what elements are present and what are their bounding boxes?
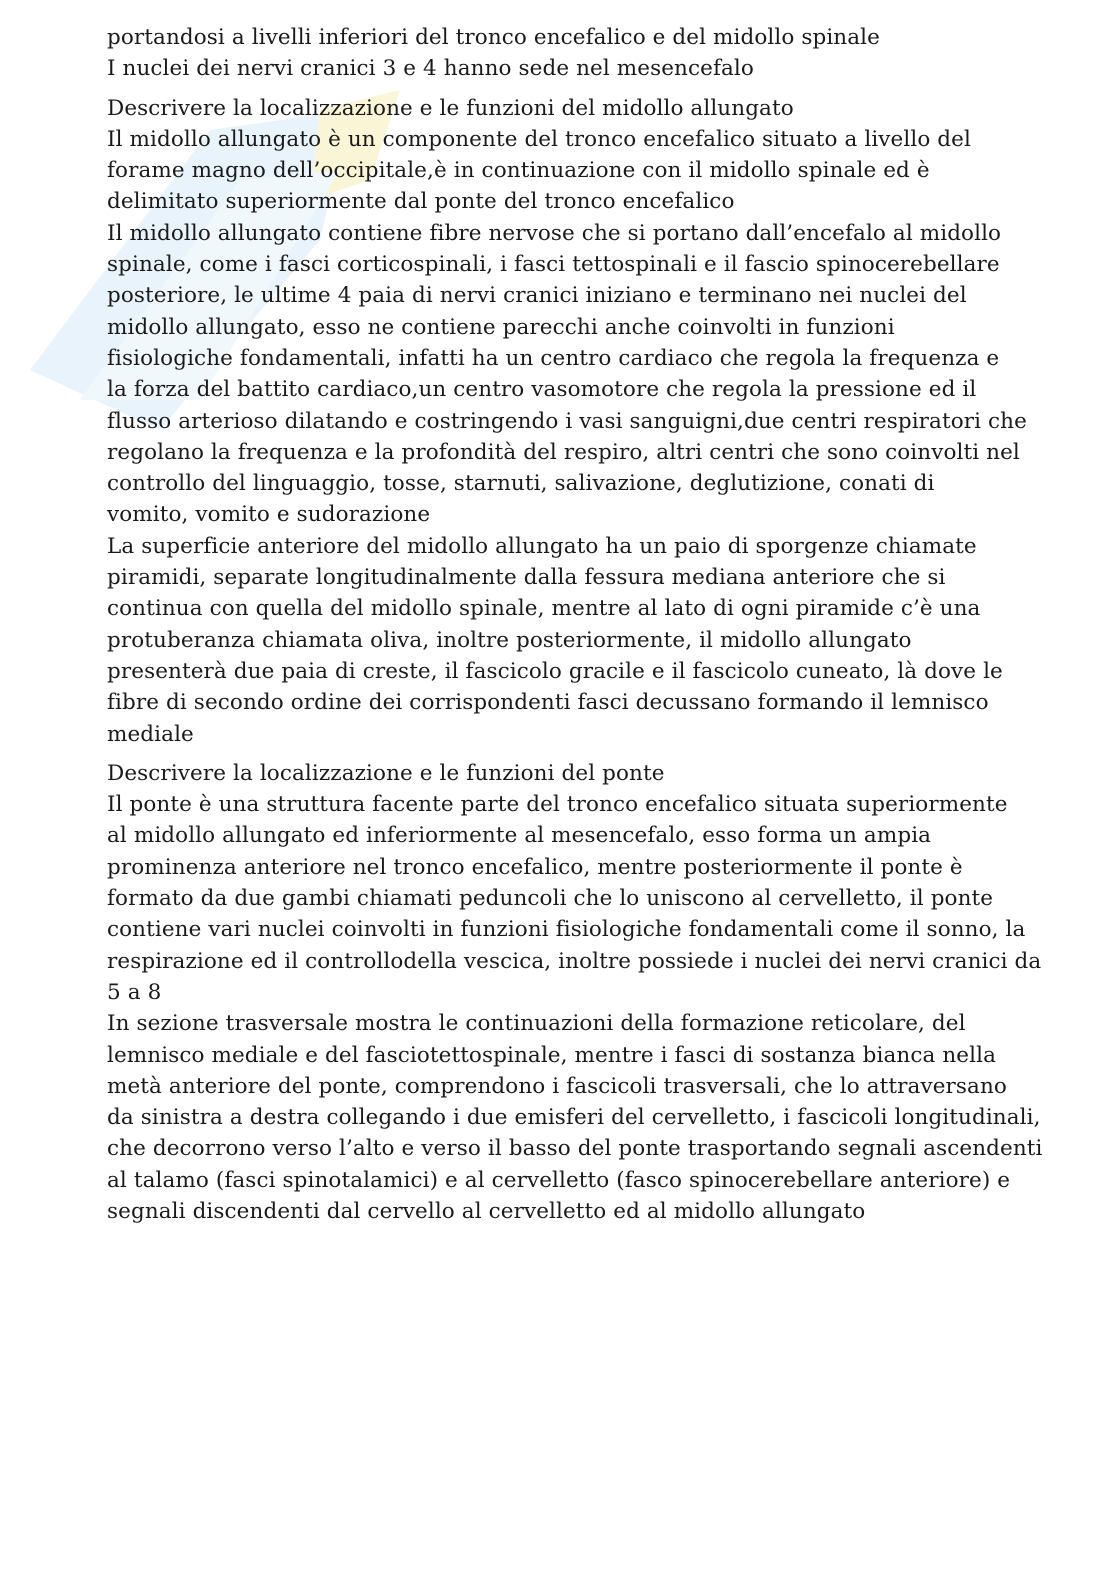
- paragraph-midollo-allungato: [107, 93, 1067, 750]
- text-line: contiene vari nuclei coinvolti in funzioni fisiologiche fondamentali come il sonno, la: [107, 917, 1026, 943]
- text-line: Il midollo allungato è un componente del tronco encefalico situato a livello del: [107, 126, 971, 152]
- document-body: [107, 22, 1067, 1227]
- text-line: al talamo (fasci spinotalamici) e al cervelletto (fasco spinocerebellare anteriore) e: [107, 1167, 1011, 1193]
- text-line: midollo allungato, esso ne contiene parecchi anche coinvolti in funzioni: [107, 314, 895, 340]
- text-line: I nuclei dei nervi cranici 3 e 4 hanno sede nel mesencefalo: [107, 56, 754, 82]
- section-question: Descrivere la localizzazione e le funzioni del midollo allungato: [107, 95, 794, 121]
- paragraph-intro: [107, 22, 1067, 85]
- text-line: continua con quella del midollo spinale, mentre al lato di ogni piramide c’è una: [107, 596, 981, 622]
- text-line: portandosi a livelli inferiori del tronco encefalico e del midollo spinale: [107, 25, 880, 50]
- text-line: regolano la frequenza e la profondità del respiro, altri centri che sono coinvolti nel: [107, 439, 1020, 465]
- text-line: controllo del linguaggio, tosse, starnuti, salivazione, deglutizione, conati di: [107, 471, 935, 497]
- text-line: fisiologiche fondamentali, infatti ha un centro cardiaco che regola la frequenza e: [107, 345, 1000, 371]
- text-line: la forza del battito cardiaco,un centro vasomotore che regola la pressione ed il: [107, 377, 977, 403]
- text-line: da sinistra a destra collegando i due emisferi del cervelletto, i fascicoli longitudinali,: [107, 1105, 1041, 1131]
- text-line: La superficie anteriore del midollo allungato ha un paio di sporgenze chiamate: [107, 533, 977, 559]
- text-line: Il ponte è una struttura facente parte del tronco encefalico situata superiormente: [107, 792, 1008, 818]
- text-line: vomito, vomito e sudorazione: [107, 502, 431, 528]
- paragraph-ponte: [107, 758, 1067, 1227]
- text-line: piramidi, separate longitudinalmente dalla fessura mediana anteriore che si: [107, 565, 946, 591]
- text-line: delimitato superiormente dal ponte del tronco encefalico: [107, 189, 735, 215]
- text-line: che decorrono verso l’alto e verso il basso del ponte trasportando segnali ascendenti: [107, 1136, 1043, 1162]
- text-line: In sezione trasversale mostra le continuazioni della formazione reticolare, del: [107, 1011, 966, 1037]
- text-line: spinale, come i fasci corticospinali, i fasci tettospinali e il fascio spinocerebellare: [107, 252, 1000, 278]
- text-line: fibre di secondo ordine dei corrispondenti fasci decussano formando il lemnisco: [107, 690, 989, 716]
- text-line: mediale: [107, 721, 194, 747]
- text-line: flusso arterioso dilatando e costringendo i vasi sanguigni,due centri respiratori che: [107, 408, 1027, 434]
- section-question: Descrivere la localizzazione e le funzioni del ponte: [107, 760, 665, 786]
- text-line: metà anteriore del ponte, comprendono i fascicoli trasversali, che lo attraversano: [107, 1073, 1007, 1099]
- text-line: segnali discendenti dal cervello al cervelletto ed al midollo allungato: [107, 1198, 866, 1224]
- text-line: Il midollo allungato contiene fibre nervose che si portano dall’encefalo al midollo: [107, 220, 1002, 246]
- text-line: respirazione ed il controllodella vescica, inoltre possiede i nuclei dei nervi cranici da: [107, 948, 1042, 974]
- text-line: posteriore, le ultime 4 paia di nervi cranici iniziano e terminano nei nuclei del: [107, 283, 967, 309]
- text-line: lemnisco mediale e del fasciotettospinale, mentre i fasci di sostanza bianca nella: [107, 1042, 996, 1068]
- text-line: prominenza anteriore nel tronco encefalico, mentre posteriormente il ponte è: [107, 854, 963, 880]
- text-line: forame magno dell’occipitale,è in continuazione con il midollo spinale ed è: [107, 158, 930, 184]
- text-line: formato da due gambi chiamati peduncoli che lo uniscono al cervelletto, il ponte: [107, 886, 994, 912]
- text-line: presenterà due paia di creste, il fascicolo gracile e il fascicolo cuneato, là dove le: [107, 658, 1003, 684]
- text-line: al midollo allungato ed inferiormente al mesencefalo, esso forma un ampia: [107, 823, 932, 849]
- text-line: 5 a 8: [107, 979, 162, 1005]
- text-line: protuberanza chiamata oliva, inoltre posteriormente, il midollo allungato: [107, 627, 912, 653]
